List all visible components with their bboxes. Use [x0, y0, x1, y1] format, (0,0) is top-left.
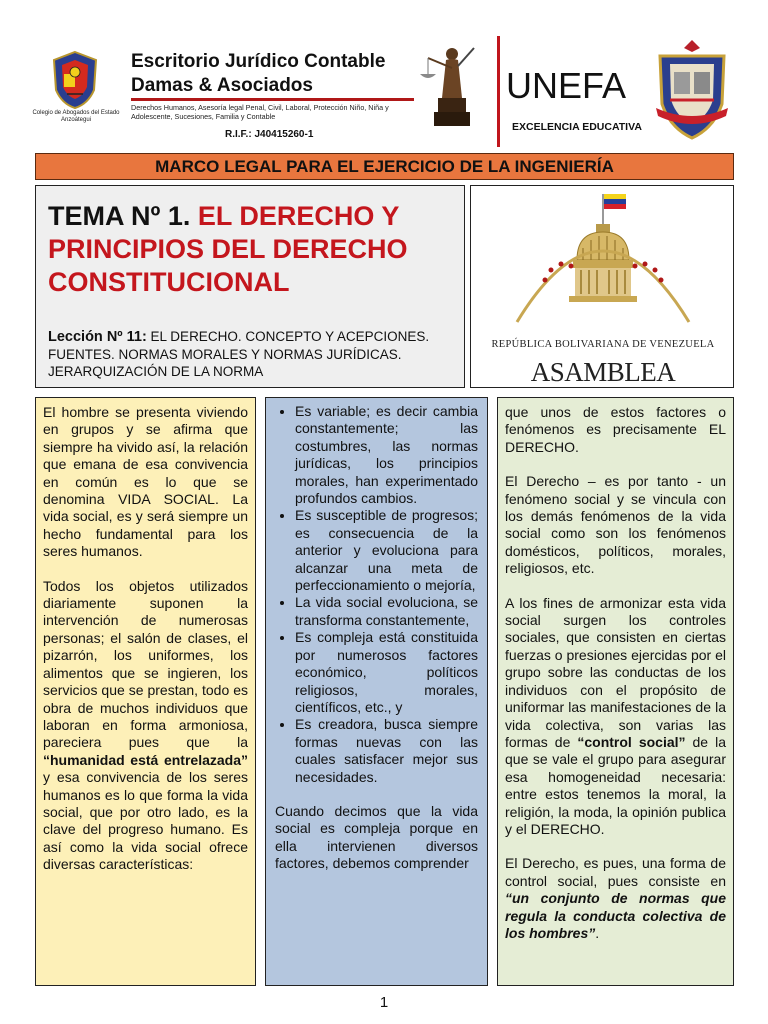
list-item: • Es variable; es decir cambia constantemente; las costumbres, las normas jurídicas, los principios morales, han experimentado profundos cambios.	[295, 403, 478, 507]
characteristics-list	[275, 403, 478, 786]
national-assembly-logo	[470, 185, 734, 388]
topic-title	[48, 200, 458, 299]
topic-heading: EL DERECHO Y PRINCIPIOS DEL DERECHO CONSTITUCIONAL	[48, 201, 408, 297]
emphasis: “control social”	[577, 733, 686, 750]
firm-divider	[131, 98, 414, 101]
paragraph: Cuando decimos que la vida social es compleja porque en ella intervienen diversos factores, debemos comprender	[275, 802, 478, 872]
list-item: • Es compleja está constituida por numerosos factores económico, políticos religiosos, morales, científicos, etc., y	[295, 629, 478, 716]
paragraph	[505, 595, 726, 839]
lesson-description	[48, 328, 458, 380]
seal-caption: Colegio de Abogados del Estado Anzoátegui	[32, 110, 120, 123]
firm-title-line1: Escritorio Jurídico Contable	[131, 51, 386, 72]
list-item: • La vida social evoluciona, se transforma constantemente,	[295, 594, 478, 629]
bar-association-seal-icon	[50, 50, 100, 110]
firm-title	[131, 50, 385, 98]
topic-box	[35, 185, 465, 388]
page-number: 1	[379, 994, 389, 1011]
course-banner: MARCO LEGAL PARA EL EJERCICIO DE LA INGENIERÍA	[35, 153, 734, 180]
text-run: de la que se vale el grupo para asegurar esa homogeneidad necesaria: entre estos tenemos la moral, la religión, la moda, la opinión publica y el DERECHO.	[505, 733, 726, 837]
header-vertical-rule	[497, 36, 500, 147]
text-run: Todos los objetos utilizados diariamente suponen la intervención de numerosas personas; el salón de clases, el pizarrón, los uniformes, los alimentos que se ingieren, los servicios que se prestan, todo es obra de muchos individuos que laboran en forma armoniosa, pareciera pues que la	[43, 577, 248, 751]
paragraph: que unos de estos factores o fenómenos es precisamente EL DERECHO.	[505, 404, 726, 455]
list-item: • Es susceptible de progresos; es consecuencia de la anterior y evoluciona para alcanzar una meta de perfeccionamiento o mejoría,	[295, 507, 478, 594]
emphasis: “humanidad está entrelazada”	[43, 751, 248, 768]
firm-title-line2: Damas & Asociados	[131, 75, 313, 96]
text-run: A los fines de armonizar esta vida social surgen los controles sociales, que consisten en ciertas fuerzas o presiones ejercidas por el grupo sobre las conductas de los individuos con el propósito de uniformar las manifestaciones de la vida colectiva, son varias las formas de	[505, 594, 727, 750]
text-run: .	[595, 924, 600, 941]
assembly-title: ASAMBLEA	[530, 357, 676, 387]
firm-services: Derechos Humanos, Asesoría legal Penal, Civil, Laboral, Protección Niño, Niña y Adolescente, Sucesiones, Familia y Contable	[131, 103, 389, 121]
text-run: El Derecho, es pues, una forma de control social, pues consiste en	[505, 855, 726, 889]
paragraph: El hombre se presenta viviendo en grupos y se afirma que siempre ha vivido así, la relación que emana de esa convivencia en común es lo que se denomina VIDA SOCIAL. La vida social, es y será siempre un hecho fundamental para los seres humanos.	[43, 404, 248, 560]
lady-justice-icon	[418, 40, 482, 134]
paragraph	[505, 855, 726, 942]
assembly-subtitle: REPÚBLICA BOLIVARIANA DE VENEZUELA	[491, 339, 715, 350]
unefa-seal-icon	[652, 38, 732, 142]
paragraph: El Derecho – es por tanto - un fenómeno social y se vincula con los demás fenómenos de la vida social como son los fenómenos domésticos, políticos, morales, religiosos, etc.	[505, 473, 726, 577]
unefa-motto: EXCELENCIA EDUCATIVA	[512, 121, 642, 133]
column-derecho	[497, 397, 734, 986]
lesson-text: EL DERECHO. CONCEPTO Y ACEPCIONES. FUENTES. NORMAS MORALES Y NORMAS JURÍDICAS. JERARQUIZACIÓN DE LA NORMA	[48, 329, 430, 379]
firm-rif: R.I.F.: J40415260-1	[225, 129, 314, 140]
capitol-dome-icon	[511, 190, 695, 325]
text-run: y esa convivencia de los seres humanos es lo que forma la vida social, que por otro lado, es la clave del progreso humano. Es así como la vida social ofrece diversas características:	[43, 769, 248, 873]
list-item: • Es creadora, busca siempre formas nuevas con las cuales satisfacer mejor sus necesidades.	[295, 716, 478, 786]
unefa-title: UNEFA	[506, 65, 627, 106]
lesson-label: Lección Nº 11:	[48, 329, 147, 345]
paragraph	[43, 578, 248, 874]
emphasis: “un conjunto de normas que regula la conducta colectiva de los hombres”	[505, 890, 726, 941]
column-vida-social	[35, 397, 256, 986]
column-caracteristicas	[265, 397, 488, 986]
topic-number: TEMA Nº 1.	[48, 201, 191, 231]
